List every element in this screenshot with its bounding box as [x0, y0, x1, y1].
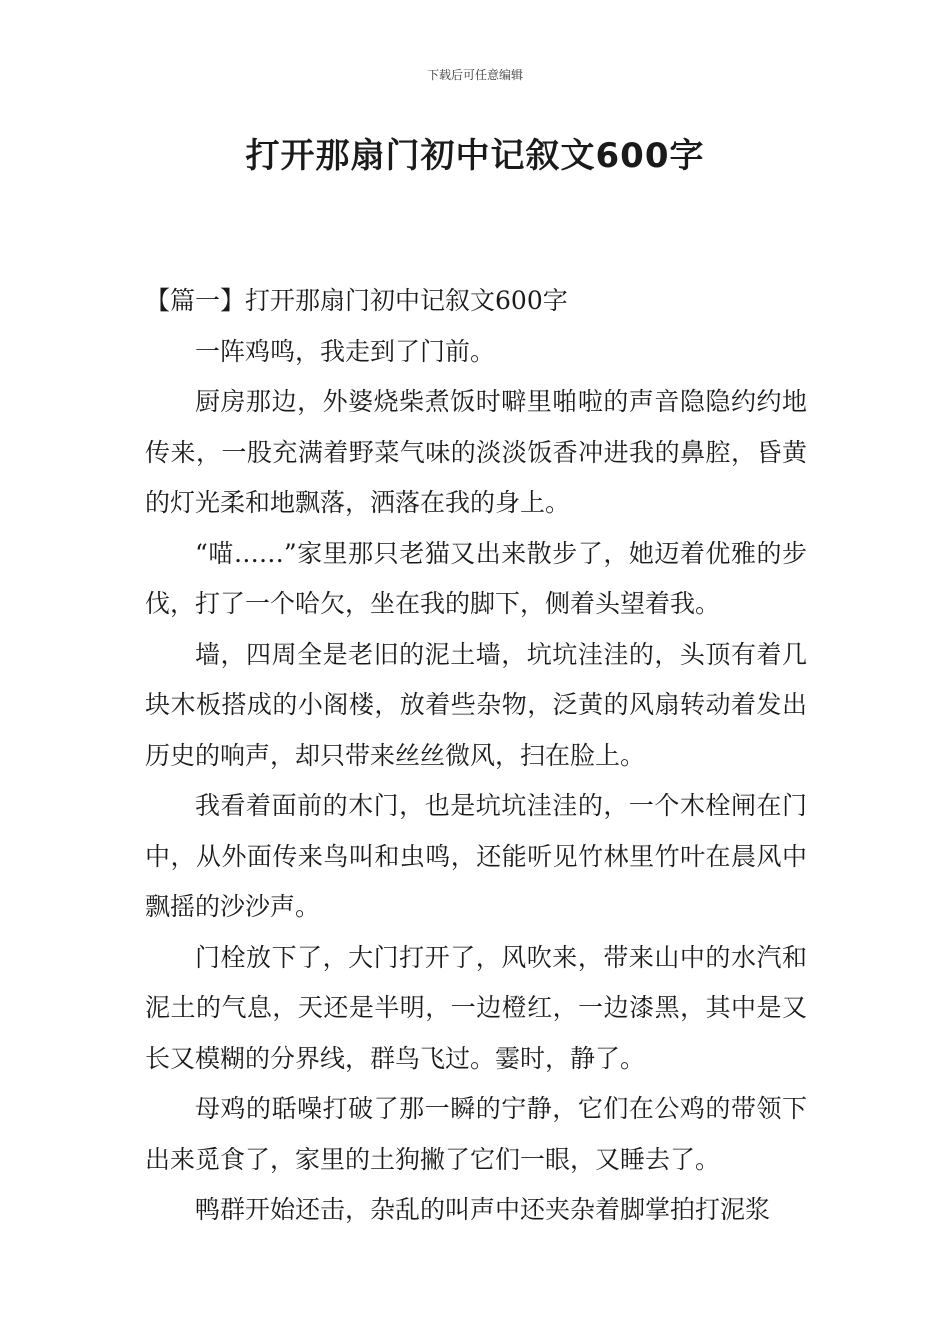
paragraph: 一阵鸡鸣，我走到了门前。 — [195, 336, 496, 366]
paragraph: 厨房那边，外婆烧柴煮饭时噼里啪啦的声音隐隐约约地传来，一股充满着野菜气味的淡淡饭香冲进我的鼻腔，昏黄的灯光柔和地飘落，洒落在我的身上。 — [145, 387, 807, 517]
header-note: 下载后可任意编辑 — [426, 68, 523, 82]
paragraph: “喵……”家里那只老猫又出来散步了，她迈着优雅的步伐，打了一个哈欠，坐在我的脚下，侧着头望着我。 — [145, 538, 807, 618]
document-title: 打开那扇门初中记叙文600字 — [245, 136, 705, 176]
paragraph: 母鸡的聒噪打破了那一瞬的宁静，它们在公鸡的带领下出来觅食了，家里的土狗撇了它们一眼，又睡去了。 — [145, 1094, 807, 1174]
paragraph: 我看着面前的木门，也是坑坑洼洼的，一个木栓闸在门中，从外面传来鸟叫和虫鸣，还能听见竹林里竹叶在晨风中飘摇的沙沙声。 — [145, 791, 807, 921]
paragraph: 门栓放下了，大门打开了，风吹来，带来山中的水汽和泥土的气息，天还是半明，一边橙红，一边漆黑，其中是又长又模糊的分界线，群鸟飞过。霎时，静了。 — [145, 942, 807, 1073]
section-heading: 【篇一】打开那扇门初中记叙文600字 — [145, 286, 568, 315]
paragraph: 鸭群开始还击，杂乱的叫声中还夹杂着脚掌拍打泥浆 — [195, 1195, 771, 1224]
paragraph: 墙，四周全是老旧的泥土墙，坑坑洼洼的，头顶有着几块木板搭成的小阁楼，放着些杂物，泛黄的风扇转动着发出历史的响声，却只带来丝丝微风，扫在脸上。 — [145, 639, 807, 770]
document-body — [145, 276, 807, 1236]
